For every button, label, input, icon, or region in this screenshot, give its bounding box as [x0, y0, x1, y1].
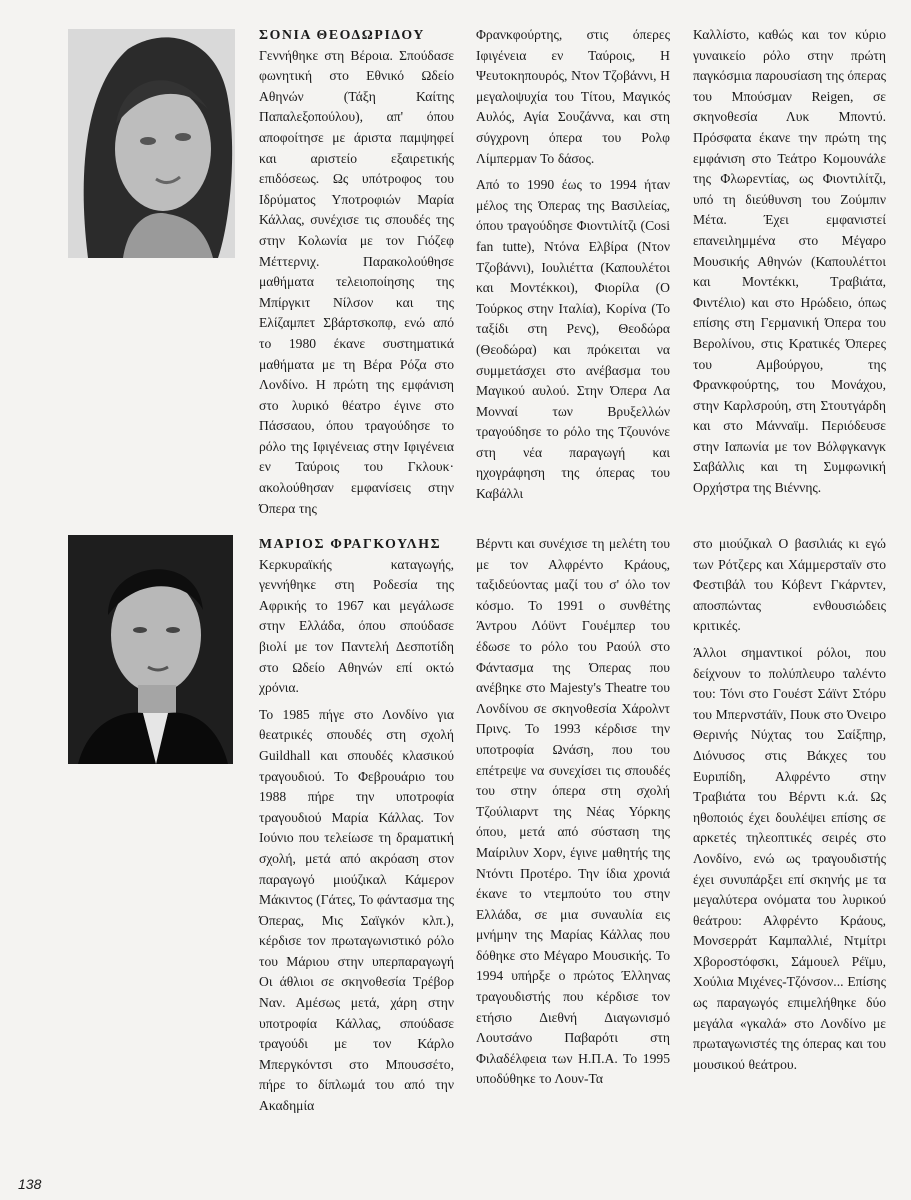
portrait-photo-marios	[68, 535, 233, 764]
portrait-photo-sonia	[68, 29, 235, 258]
bio2-text-1b: Το 1985 πήγε στο Λονδίνο για θεατρικές σπουδές στη σχολή Guildhall και σπουδές κλασικού τραγουδιού. Το Φεβρουάριο του 1988 πήρε την υποτροφία τραγουδιού Μαρία Κάλλας. Τον Ιούνιο που τελείωσε τη δραματική σχολή, μετά από ακρόαση στον παραγωγό μιούζικαλ Κάμερον Μάκιντος (Γάτες, Το φάντασμα της Όπερας, Μις Σαϊγκόν κλπ.), κέρδισε τον πρωταγωνιστικό ρόλο του Μάριου στην υπερπαραγωγή Οι άθλιοι σε σκηνοθεσία Τρέβορ Ναν. Αμέσως μετά, χάρη στην υποτροφία Κάλλας, σπούδασε τραγούδι με τον Κάρλο Μπεργκόντσι στο Μπουσσέτο, πήρε το δίπλωμά του από την Ακαδημία	[259, 706, 454, 1114]
bio2-column-1	[259, 534, 454, 1123]
bio1-column-3	[693, 25, 886, 505]
bio2-text-3a: στο μιούζικαλ Ο βασιλιάς κι εγώ των Ρότζερς και Χάμμερσταϊν στο Φεστιβάλ του Κόβεντ Γκάρντεν, αποσπώντας ενθουσιώδεις κριτικές.	[693, 536, 886, 634]
portrait-image	[68, 535, 233, 764]
bio1-column-1	[259, 25, 454, 525]
page-number: 138	[18, 1176, 42, 1192]
bio1-text-3: Καλλίστο, καθώς και τον κύριο γυναικείο ρόλο στην πρώτη παγκόσμια παρουσίαση της όπερας του Μπούσμαν Reigen, σε σκηνοθεσία Λυκ Μποντύ. Πρόσφατα έκανε την πρώτη της εμφάνιση στο Τεάτρο Κομουνάλε της Φλωρεντίας, ως Φιοντιλίτζι, υπό τη διεύθυνση του Ζούμπιν Μέτα. Έχει εμφανιστεί επανειλημμένα στο Μέγαρο Μουσικής Αθηνών (Καπουλέττοι και Μοντέκκι, Τραβιάτα, Φιντέλιο) και στο Ηρώδειο, όπως επίσης στη Γερμανική Όπερα του Βερολίνου, στις Κρατικές Όπερες του Αμβούργου, της Φρανκφούρτης, του Μονάχου, στην Καρλσρούη, στη Στουτγάρδη και στο Μάνναϊμ. Περιόδευσε στην Ιαπωνία με τον Βόλφγκανγκ Σαβάλλις και τη Συμφωνική Ορχήστρα της Βιέννης.	[693, 27, 886, 496]
bio1-column-2	[476, 25, 670, 511]
bio1-name: ΣΟΝΙΑ ΘΕΟΔΩΡΙΔΟΥ	[259, 27, 425, 42]
bio2-name: ΜΑΡΙΟΣ ΦΡΑΓΚΟΥΛΗΣ	[259, 536, 442, 551]
bio1-text-2b: Από το 1990 έως το 1994 ήταν μέλος της Όπερας της Βασιλείας, όπου τραγούδησε Φιοντιλίτζι (Cosi fan tutte), Ντόνα Ελβίρα (Ντον Τζοβάννι), Ιουλιέττα (Καπουλέτοι και Μοντέκκοι), Φιορίλα (Ο Τούρκος στην Ιταλία), Κορίνα (Το ταξίδι στη Ρενς), Θεοδώρα (Θεοδώρα) και πρόκειται να συμμετάσχει στο ανέβασμα του Μαγικού αυλού. Στην Όπερα Λα Μονναί των Βρυξελλών τραγούδησε το ρόλο της Τζουνόνε στη νέα παραγωγή και ηχογράφηση της όπερας του Καβάλλι	[476, 177, 670, 502]
bio2-text-2: Βέρντι και συνέχισε τη μελέτη του με τον Αλφρέντο Κράους, ταξιδεύοντας μαζί του σ' όλο τον κόσμο. Το 1991 ο συνθέτης Άντρου Λόϋντ Γουέμπερ του έδωσε το ρόλο του Ραούλ στο Φάντασμα της Όπερας που ανέβηκε στο Majesty's Theatre του Λονδίνου σε σκηνοθεσία Χάρολντ Πρινς. Το 1993 κέρδισε την υποτροφία Ωνάση, που του επέτρεψε να συνεχίσει τις σπουδές του στην όπερα στη σχολή Τζούλιαρντ της Νέας Υόρκης όπου, μετά από σύσταση της Μαίριλυν Χορν, έγινε μαθητής της Ντόντι Προτέρο. Την ίδια χρονιά έκανε το ντεμπούτο του στην Ελλάδα, σε μια συναυλία εις μνήμην της Μαρίας Κάλλας που δόθηκε στο Μέγαρο Μουσικής. Το 1994 υπήρξε ο πρώτος Έλληνας τραγουδιστής που κέρδισε τον ετήσιο Διεθνή Διαγωνισμό Λουτσάνο Παβαρότι στη Φιλαδέλφεια των Η.Π.Α. Το 1995 υποδύθηκε το Λουν-Τα	[476, 536, 670, 1087]
bio2-text-1a: Κερκυραϊκής καταγωγής, γεννήθηκε στη Ροδεσία της Αφρικής το 1967 και μεγάλωσε στην Ελλάδα, όπου σπούδασε βιολί με τον Παντελή Δεσποτίδη στο Ωδείο Αθηνών επί οκτώ χρόνια.	[259, 556, 454, 696]
bio1-text-1: Γεννήθηκε στη Βέροια. Σπούδασε φωνητική στο Εθνικό Ωδείο Αθηνών (Τάξη Καίτης Παπαλεξοπούλου), απ' όπου αποφοίτησε με άριστα παμψηφεί και αριστείο εξαιρετικής επιδόσεως. Ως υπότροφος του Ιδρύματος Υποτροφιών Μαρία Κάλλας, συνέχισε τις σπουδές της στην Κολωνία με τον Γιόζεφ Μέττερνιχ. Παρακολούθησε μαθήματα τελειοποίησης της Μπίργκιτ Νίλσον και της Ελίζαμπετ Σβάρτσκοπφ, ενώ από το 1980 έκανε συστηματικά μαθήματα με τη Βέρα Ρόζα στο Λονδίνο. Η πρώτη της εμφάνιση στο λυρικό θέατρο έγινε στο Πάσσαου, όπου τραγούδησε το ρόλο της Ιφιγένειας στην Ιφιγένεια εν Ταύροις του Γκλουκ· ακολούθησαν εμφανίσεις στην Όπερα της	[259, 47, 454, 516]
bio2-column-2	[476, 534, 670, 1096]
bio2-column-3	[693, 534, 886, 1081]
bio1-text-2a: Φρανκφούρτης, στις όπερες Ιφιγένεια εν Ταύροις, Η Ψευτοκηπουρός, Ντον Τζοβάννι, Η μεγαλοψυχία του Τίτου, Μαγικός Αυλός, Αγία Σουζάννα, και στη σύγχρονη όπερα του Ρολφ Λίμπερμαν Το δάσος.	[476, 27, 670, 166]
bio2-text-3b: Άλλοι σημαντικοί ρόλοι, που δείχνουν το πολύπλευρο ταλέντο του: Τόνι στο Γουέστ Σάϊντ Στόρυ του Μπερνστάϊν, Πουκ στο Όνειρο Θερινής Νύχτας του Σαίξπηρ, Διόνυσος στις Βάκχες του Ευριπίδη, Αλφρέντο στην Τραβιάτα του Βέρντι κ.ά. Ως ηθοποιός έχει δουλέψει επίσης σε αρκετές τηλεοπτικές σειρές στο Λονδίνο, ενώ ως τραγουδιστής έχει συνυπάρξει επί σκηνής με τα μεγαλύτερα ονόματα του λυρικού θεάτρου: Αλφρέντο Κράους, Μονσερράτ Καμπαλλιέ, Ντμίτρι Χβοροστόφσκι, Σάμουελ Ρέϊμυ, Χούλια Μιχένες-Τζόνσον... Επίσης ως παραγωγός επιμελήθηκε δύο μεγάλα «γκαλά» στο Λονδίνο με πρωταγωνιστές της όπερας και του μουσικού θεάτρου.	[693, 644, 886, 1072]
portrait-image	[68, 29, 235, 258]
